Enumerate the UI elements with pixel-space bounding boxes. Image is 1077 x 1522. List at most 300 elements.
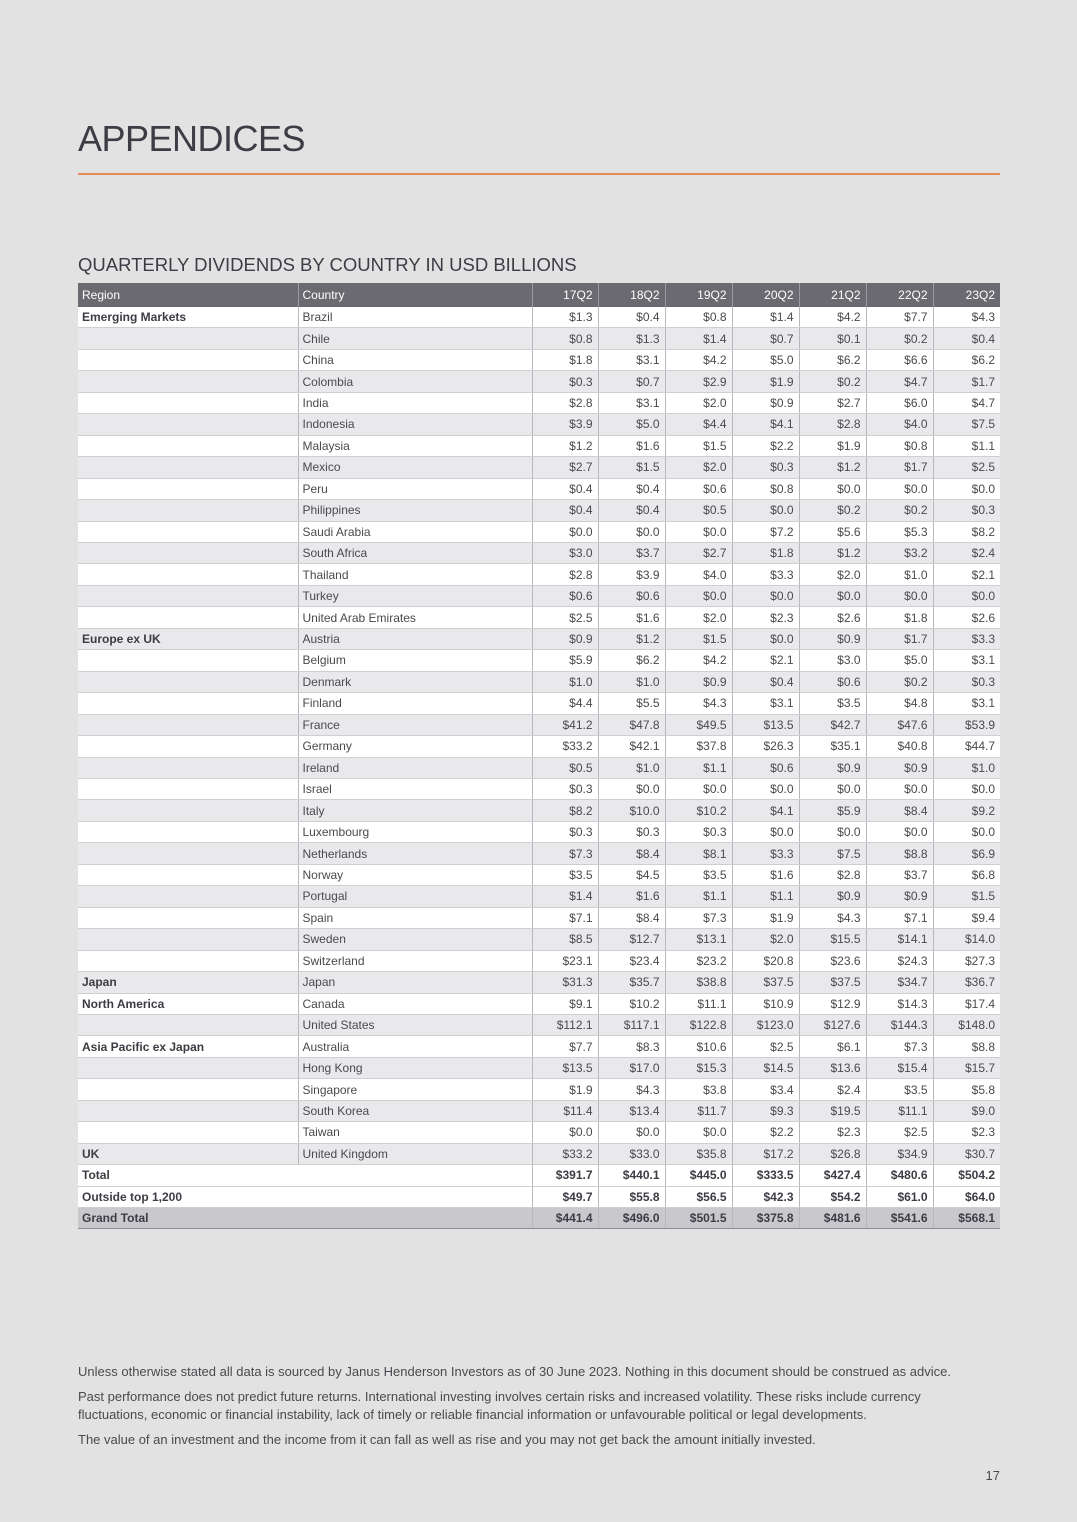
total-value-cell: $42.3 bbox=[732, 1186, 799, 1207]
table-row bbox=[78, 435, 1000, 456]
table-row bbox=[78, 585, 1000, 606]
table-row bbox=[78, 307, 1000, 328]
country-cell: Luxembourg bbox=[298, 821, 532, 842]
country-cell: Israel bbox=[298, 778, 532, 799]
value-cell: $6.2 bbox=[933, 349, 1000, 370]
value-cell: $3.1 bbox=[933, 693, 1000, 714]
value-cell: $1.5 bbox=[665, 628, 732, 649]
value-cell: $0.2 bbox=[799, 500, 866, 521]
value-cell: $12.9 bbox=[799, 993, 866, 1014]
value-cell: $13.5 bbox=[532, 1057, 598, 1078]
total-value-cell: $64.0 bbox=[933, 1186, 1000, 1207]
value-cell: $1.1 bbox=[665, 757, 732, 778]
value-cell: $0.0 bbox=[732, 500, 799, 521]
value-cell: $3.5 bbox=[799, 693, 866, 714]
value-cell: $1.5 bbox=[665, 435, 732, 456]
value-cell: $36.7 bbox=[933, 972, 1000, 993]
value-cell: $0.3 bbox=[933, 500, 1000, 521]
value-cell: $24.3 bbox=[866, 950, 933, 971]
total-value-cell: $56.5 bbox=[665, 1186, 732, 1207]
country-cell: Indonesia bbox=[298, 414, 532, 435]
value-cell: $2.6 bbox=[933, 607, 1000, 628]
value-cell: $10.0 bbox=[598, 800, 665, 821]
value-cell: $148.0 bbox=[933, 1014, 1000, 1035]
value-cell: $0.3 bbox=[665, 821, 732, 842]
value-cell: $0.0 bbox=[799, 821, 866, 842]
value-cell: $0.0 bbox=[598, 521, 665, 542]
value-cell: $1.7 bbox=[866, 457, 933, 478]
country-cell: Taiwan bbox=[298, 1122, 532, 1143]
value-cell: $2.7 bbox=[665, 542, 732, 563]
value-cell: $3.4 bbox=[732, 1079, 799, 1100]
table-row bbox=[78, 1079, 1000, 1100]
table-row bbox=[78, 736, 1000, 757]
total-value-cell: $496.0 bbox=[598, 1208, 665, 1229]
value-cell: $15.3 bbox=[665, 1057, 732, 1078]
table-row bbox=[78, 993, 1000, 1014]
region-cell bbox=[78, 671, 298, 692]
value-cell: $8.1 bbox=[665, 843, 732, 864]
value-cell: $5.6 bbox=[799, 521, 866, 542]
value-cell: $3.1 bbox=[933, 650, 1000, 671]
value-cell: $4.8 bbox=[866, 693, 933, 714]
value-cell: $1.2 bbox=[598, 628, 665, 649]
region-cell bbox=[78, 585, 298, 606]
value-cell: $1.7 bbox=[866, 628, 933, 649]
value-cell: $0.2 bbox=[866, 328, 933, 349]
value-cell: $5.0 bbox=[866, 650, 933, 671]
table-row bbox=[78, 1014, 1000, 1035]
value-cell: $1.0 bbox=[933, 757, 1000, 778]
table-row bbox=[78, 693, 1000, 714]
value-cell: $44.7 bbox=[933, 736, 1000, 757]
value-cell: $4.2 bbox=[665, 349, 732, 370]
value-cell: $0.9 bbox=[799, 886, 866, 907]
value-cell: $2.5 bbox=[933, 457, 1000, 478]
value-cell: $47.6 bbox=[866, 714, 933, 735]
value-cell: $7.3 bbox=[665, 907, 732, 928]
country-cell: Finland bbox=[298, 693, 532, 714]
value-cell: $2.3 bbox=[799, 1122, 866, 1143]
country-cell: Australia bbox=[298, 1036, 532, 1057]
value-cell: $14.3 bbox=[866, 993, 933, 1014]
value-cell: $5.5 bbox=[598, 693, 665, 714]
table-row bbox=[78, 929, 1000, 950]
country-cell: Sweden bbox=[298, 929, 532, 950]
value-cell: $0.0 bbox=[665, 778, 732, 799]
value-cell: $4.7 bbox=[933, 392, 1000, 413]
value-cell: $0.7 bbox=[732, 328, 799, 349]
country-cell: United Kingdom bbox=[298, 1143, 532, 1164]
value-cell: $0.0 bbox=[732, 628, 799, 649]
value-cell: $3.7 bbox=[598, 542, 665, 563]
table-row bbox=[78, 821, 1000, 842]
table-row bbox=[78, 392, 1000, 413]
value-cell: $4.1 bbox=[732, 414, 799, 435]
region-cell bbox=[78, 864, 298, 885]
value-cell: $11.4 bbox=[532, 1100, 598, 1121]
value-cell: $1.8 bbox=[866, 607, 933, 628]
value-cell: $112.1 bbox=[532, 1014, 598, 1035]
value-cell: $23.1 bbox=[532, 950, 598, 971]
value-cell: $1.4 bbox=[665, 328, 732, 349]
country-cell: United States bbox=[298, 1014, 532, 1035]
region-cell bbox=[78, 1079, 298, 1100]
section-title: QUARTERLY DIVIDENDS BY COUNTRY IN USD BILLIONS bbox=[78, 254, 577, 275]
value-cell: $2.1 bbox=[732, 650, 799, 671]
country-cell: France bbox=[298, 714, 532, 735]
country-cell: Netherlands bbox=[298, 843, 532, 864]
total-value-cell: $541.6 bbox=[866, 1208, 933, 1229]
column-header: 23Q2 bbox=[933, 283, 1000, 307]
value-cell: $7.7 bbox=[866, 307, 933, 328]
value-cell: $23.6 bbox=[799, 950, 866, 971]
value-cell: $35.1 bbox=[799, 736, 866, 757]
value-cell: $1.2 bbox=[799, 542, 866, 563]
country-cell: China bbox=[298, 349, 532, 370]
value-cell: $7.1 bbox=[532, 907, 598, 928]
value-cell: $0.4 bbox=[598, 307, 665, 328]
value-cell: $3.7 bbox=[866, 864, 933, 885]
value-cell: $33.2 bbox=[532, 736, 598, 757]
value-cell: $0.0 bbox=[933, 478, 1000, 499]
region-cell bbox=[78, 457, 298, 478]
value-cell: $0.9 bbox=[665, 671, 732, 692]
value-cell: $0.4 bbox=[532, 478, 598, 499]
value-cell: $0.9 bbox=[866, 757, 933, 778]
value-cell: $8.4 bbox=[866, 800, 933, 821]
value-cell: $0.5 bbox=[665, 500, 732, 521]
value-cell: $0.7 bbox=[598, 371, 665, 392]
region-cell: UK bbox=[78, 1143, 298, 1164]
value-cell: $2.2 bbox=[732, 435, 799, 456]
value-cell: $17.2 bbox=[732, 1143, 799, 1164]
value-cell: $6.9 bbox=[933, 843, 1000, 864]
table-row bbox=[78, 349, 1000, 370]
value-cell: $0.9 bbox=[732, 392, 799, 413]
total-row bbox=[78, 1165, 1000, 1186]
value-cell: $17.0 bbox=[598, 1057, 665, 1078]
value-cell: $0.3 bbox=[532, 821, 598, 842]
total-value-cell: $375.8 bbox=[732, 1208, 799, 1229]
value-cell: $2.0 bbox=[665, 607, 732, 628]
value-cell: $3.8 bbox=[665, 1079, 732, 1100]
table-row bbox=[78, 714, 1000, 735]
value-cell: $0.4 bbox=[598, 500, 665, 521]
table-row bbox=[78, 521, 1000, 542]
value-cell: $2.0 bbox=[799, 564, 866, 585]
value-cell: $9.2 bbox=[933, 800, 1000, 821]
value-cell: $0.4 bbox=[933, 328, 1000, 349]
region-cell bbox=[78, 414, 298, 435]
value-cell: $15.4 bbox=[866, 1057, 933, 1078]
value-cell: $37.8 bbox=[665, 736, 732, 757]
value-cell: $0.0 bbox=[665, 1122, 732, 1143]
dividends-table bbox=[78, 283, 1000, 1229]
region-cell bbox=[78, 800, 298, 821]
value-cell: $3.1 bbox=[598, 349, 665, 370]
value-cell: $0.6 bbox=[665, 478, 732, 499]
value-cell: $35.7 bbox=[598, 972, 665, 993]
country-cell: South Africa bbox=[298, 542, 532, 563]
value-cell: $0.4 bbox=[732, 671, 799, 692]
column-header: 18Q2 bbox=[598, 283, 665, 307]
region-cell bbox=[78, 714, 298, 735]
table-row bbox=[78, 328, 1000, 349]
table-row bbox=[78, 628, 1000, 649]
region-cell bbox=[78, 435, 298, 456]
value-cell: $9.0 bbox=[933, 1100, 1000, 1121]
region-cell bbox=[78, 349, 298, 370]
value-cell: $30.7 bbox=[933, 1143, 1000, 1164]
value-cell: $0.8 bbox=[732, 478, 799, 499]
column-header: 19Q2 bbox=[665, 283, 732, 307]
page-number: 17 bbox=[985, 1468, 1000, 1483]
value-cell: $49.5 bbox=[665, 714, 732, 735]
table-row bbox=[78, 671, 1000, 692]
country-cell: Portugal bbox=[298, 886, 532, 907]
value-cell: $127.6 bbox=[799, 1014, 866, 1035]
country-cell: South Korea bbox=[298, 1100, 532, 1121]
value-cell: $1.9 bbox=[799, 435, 866, 456]
value-cell: $5.9 bbox=[799, 800, 866, 821]
value-cell: $0.9 bbox=[799, 628, 866, 649]
column-header: 22Q2 bbox=[866, 283, 933, 307]
value-cell: $0.0 bbox=[732, 821, 799, 842]
value-cell: $12.7 bbox=[598, 929, 665, 950]
value-cell: $2.7 bbox=[799, 392, 866, 413]
value-cell: $4.7 bbox=[866, 371, 933, 392]
value-cell: $2.8 bbox=[532, 564, 598, 585]
total-label: Outside top 1,200 bbox=[78, 1186, 532, 1207]
value-cell: $1.9 bbox=[532, 1079, 598, 1100]
country-cell: Singapore bbox=[298, 1079, 532, 1100]
value-cell: $2.0 bbox=[665, 392, 732, 413]
value-cell: $2.5 bbox=[732, 1036, 799, 1057]
value-cell: $6.6 bbox=[866, 349, 933, 370]
value-cell: $0.4 bbox=[532, 500, 598, 521]
table-row bbox=[78, 757, 1000, 778]
table-row bbox=[78, 1057, 1000, 1078]
country-cell: Canada bbox=[298, 993, 532, 1014]
region-cell bbox=[78, 650, 298, 671]
value-cell: $3.0 bbox=[799, 650, 866, 671]
value-cell: $6.2 bbox=[799, 349, 866, 370]
value-cell: $2.3 bbox=[933, 1122, 1000, 1143]
value-cell: $40.8 bbox=[866, 736, 933, 757]
value-cell: $7.5 bbox=[799, 843, 866, 864]
value-cell: $20.8 bbox=[732, 950, 799, 971]
region-cell bbox=[78, 736, 298, 757]
value-cell: $0.9 bbox=[799, 757, 866, 778]
region-cell bbox=[78, 521, 298, 542]
table-row bbox=[78, 972, 1000, 993]
region-cell bbox=[78, 371, 298, 392]
value-cell: $0.0 bbox=[799, 478, 866, 499]
value-cell: $11.1 bbox=[665, 993, 732, 1014]
region-cell bbox=[78, 886, 298, 907]
value-cell: $23.2 bbox=[665, 950, 732, 971]
value-cell: $7.2 bbox=[732, 521, 799, 542]
value-cell: $2.1 bbox=[933, 564, 1000, 585]
country-cell: Colombia bbox=[298, 371, 532, 392]
value-cell: $8.3 bbox=[598, 1036, 665, 1057]
value-cell: $0.2 bbox=[866, 500, 933, 521]
region-cell: Emerging Markets bbox=[78, 307, 298, 328]
table-row bbox=[78, 414, 1000, 435]
value-cell: $0.9 bbox=[866, 886, 933, 907]
value-cell: $0.4 bbox=[598, 478, 665, 499]
country-cell: Philippines bbox=[298, 500, 532, 521]
country-cell: Italy bbox=[298, 800, 532, 821]
value-cell: $0.8 bbox=[866, 435, 933, 456]
value-cell: $2.7 bbox=[532, 457, 598, 478]
value-cell: $2.5 bbox=[866, 1122, 933, 1143]
value-cell: $0.3 bbox=[532, 371, 598, 392]
total-row bbox=[78, 1186, 1000, 1207]
table-row bbox=[78, 1143, 1000, 1164]
region-cell: North America bbox=[78, 993, 298, 1014]
table-row bbox=[78, 864, 1000, 885]
value-cell: $14.1 bbox=[866, 929, 933, 950]
value-cell: $7.3 bbox=[532, 843, 598, 864]
country-cell: Hong Kong bbox=[298, 1057, 532, 1078]
value-cell: $8.2 bbox=[532, 800, 598, 821]
value-cell: $0.3 bbox=[933, 671, 1000, 692]
country-cell: Malaysia bbox=[298, 435, 532, 456]
value-cell: $15.5 bbox=[799, 929, 866, 950]
value-cell: $17.4 bbox=[933, 993, 1000, 1014]
value-cell: $9.3 bbox=[732, 1100, 799, 1121]
table-row bbox=[78, 950, 1000, 971]
value-cell: $1.2 bbox=[799, 457, 866, 478]
value-cell: $10.2 bbox=[665, 800, 732, 821]
value-cell: $5.0 bbox=[598, 414, 665, 435]
region-cell bbox=[78, 500, 298, 521]
value-cell: $2.0 bbox=[732, 929, 799, 950]
value-cell: $13.4 bbox=[598, 1100, 665, 1121]
value-cell: $0.6 bbox=[732, 757, 799, 778]
column-header: 17Q2 bbox=[532, 283, 598, 307]
total-value-cell: $445.0 bbox=[665, 1165, 732, 1186]
value-cell: $0.0 bbox=[933, 778, 1000, 799]
region-cell bbox=[78, 821, 298, 842]
value-cell: $0.0 bbox=[933, 821, 1000, 842]
country-cell: Mexico bbox=[298, 457, 532, 478]
value-cell: $0.3 bbox=[532, 778, 598, 799]
value-cell: $27.3 bbox=[933, 950, 1000, 971]
value-cell: $0.3 bbox=[598, 821, 665, 842]
column-header: Region bbox=[78, 283, 298, 307]
total-value-cell: $49.7 bbox=[532, 1186, 598, 1207]
value-cell: $9.4 bbox=[933, 907, 1000, 928]
value-cell: $6.2 bbox=[598, 650, 665, 671]
table-row bbox=[78, 457, 1000, 478]
value-cell: $3.5 bbox=[665, 864, 732, 885]
region-cell bbox=[78, 1057, 298, 1078]
value-cell: $2.2 bbox=[732, 1122, 799, 1143]
value-cell: $6.1 bbox=[799, 1036, 866, 1057]
value-cell: $1.5 bbox=[933, 886, 1000, 907]
region-cell bbox=[78, 328, 298, 349]
table-row bbox=[78, 907, 1000, 928]
value-cell: $1.1 bbox=[665, 886, 732, 907]
region-cell bbox=[78, 757, 298, 778]
table-totals bbox=[78, 1165, 1000, 1229]
value-cell: $1.8 bbox=[732, 542, 799, 563]
value-cell: $1.6 bbox=[598, 607, 665, 628]
value-cell: $0.0 bbox=[532, 521, 598, 542]
region-cell bbox=[78, 693, 298, 714]
value-cell: $0.5 bbox=[532, 757, 598, 778]
value-cell: $4.4 bbox=[532, 693, 598, 714]
value-cell: $0.0 bbox=[866, 478, 933, 499]
value-cell: $1.0 bbox=[866, 564, 933, 585]
value-cell: $10.9 bbox=[732, 993, 799, 1014]
value-cell: $35.8 bbox=[665, 1143, 732, 1164]
value-cell: $14.5 bbox=[732, 1057, 799, 1078]
table-row bbox=[78, 478, 1000, 499]
total-value-cell: $504.2 bbox=[933, 1165, 1000, 1186]
value-cell: $2.8 bbox=[799, 414, 866, 435]
value-cell: $7.1 bbox=[866, 907, 933, 928]
page-title: APPENDICES bbox=[78, 118, 306, 159]
value-cell: $3.3 bbox=[933, 628, 1000, 649]
value-cell: $1.2 bbox=[532, 435, 598, 456]
value-cell: $13.5 bbox=[732, 714, 799, 735]
value-cell: $5.9 bbox=[532, 650, 598, 671]
table-row bbox=[78, 564, 1000, 585]
value-cell: $2.0 bbox=[665, 457, 732, 478]
region-cell bbox=[78, 607, 298, 628]
table-row bbox=[78, 607, 1000, 628]
value-cell: $1.7 bbox=[933, 371, 1000, 392]
total-label: Grand Total bbox=[78, 1208, 532, 1229]
table-header-row bbox=[78, 283, 1000, 307]
value-cell: $42.1 bbox=[598, 736, 665, 757]
value-cell: $19.5 bbox=[799, 1100, 866, 1121]
value-cell: $4.0 bbox=[665, 564, 732, 585]
value-cell: $4.3 bbox=[598, 1079, 665, 1100]
table-body bbox=[78, 307, 1000, 1165]
value-cell: $4.1 bbox=[732, 800, 799, 821]
region-cell bbox=[78, 392, 298, 413]
value-cell: $2.8 bbox=[532, 392, 598, 413]
value-cell: $0.9 bbox=[532, 628, 598, 649]
value-cell: $42.7 bbox=[799, 714, 866, 735]
country-cell: Turkey bbox=[298, 585, 532, 606]
country-cell: Ireland bbox=[298, 757, 532, 778]
value-cell: $3.2 bbox=[866, 542, 933, 563]
region-cell bbox=[78, 950, 298, 971]
value-cell: $1.3 bbox=[598, 328, 665, 349]
value-cell: $0.0 bbox=[598, 1122, 665, 1143]
value-cell: $0.8 bbox=[665, 307, 732, 328]
value-cell: $2.6 bbox=[799, 607, 866, 628]
value-cell: $1.6 bbox=[598, 435, 665, 456]
value-cell: $10.2 bbox=[598, 993, 665, 1014]
disclaimer-paragraph: Past performance does not predict future returns. International investing involves certain risks and increased volatility. These risks include currency fluctuations, economic or financial instability, lack of timely or reliable financial information or unfavourable political or legal developments. bbox=[78, 1389, 921, 1422]
value-cell: $117.1 bbox=[598, 1014, 665, 1035]
total-value-cell: $61.0 bbox=[866, 1186, 933, 1207]
value-cell: $0.0 bbox=[866, 821, 933, 842]
country-cell: Chile bbox=[298, 328, 532, 349]
value-cell: $0.0 bbox=[732, 585, 799, 606]
country-cell: Thailand bbox=[298, 564, 532, 585]
value-cell: $0.0 bbox=[866, 585, 933, 606]
value-cell: $8.5 bbox=[532, 929, 598, 950]
value-cell: $8.4 bbox=[598, 843, 665, 864]
